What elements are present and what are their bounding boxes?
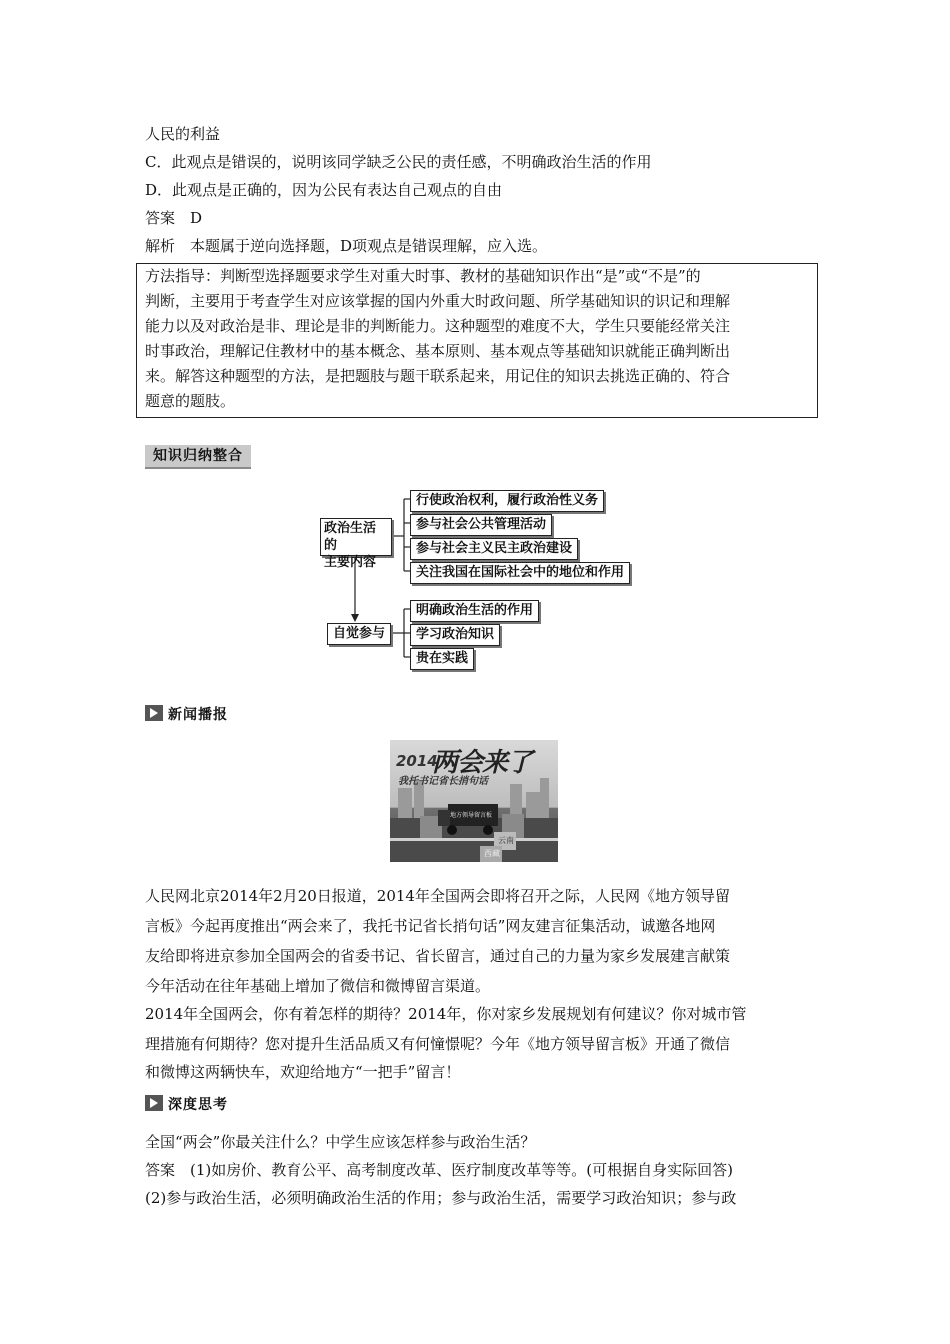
option-c: C．此观点是错误的，说明该同学缺乏公民的责任感，不明确政治生活的作用 xyxy=(145,153,652,171)
news-image-title: 两会来了 xyxy=(432,748,533,778)
method-line: 能力以及对政治是非、理论是非的判断能力。这种题型的难度不大，学生只要能经常关注 xyxy=(145,317,731,335)
news-image-box-xizang: 西藏 xyxy=(484,849,500,858)
news-paragraph-line: 友给即将进京参加全国两会的省委书记、省长留言，通过自己的力量为家乡发展建言献策 xyxy=(145,947,731,965)
news-image-box-yunnan: 云南 xyxy=(498,836,514,845)
section-think-label: 深度思考 xyxy=(168,1097,228,1113)
play-arrow-icon xyxy=(145,705,163,721)
news-image-year: 2014 xyxy=(396,752,438,770)
method-line: 时事政治，理解记住教材中的基本概念、基本原则、基本观点等基础知识就能正确判断出 xyxy=(145,342,731,360)
news-paragraph-line: 理措施有何期待？您对提升生活品质又有何憧憬呢？今年《地方领导留言板》开通了微信 xyxy=(145,1035,731,1053)
section-knowledge-heading: 知识归纳整合 xyxy=(145,445,251,469)
method-line: 判断，主要用于考查学生对应该掌握的国内外重大时政问题、所学基础知识的识记和理解 xyxy=(145,292,731,310)
news-image-subtitle: 我托书记省长捎句话 xyxy=(398,776,488,787)
news-paragraph-line: 2014年全国两会，你有着怎样的期待？2014年，你对家乡发展规划有何建议？你对城市管 xyxy=(145,1005,747,1023)
play-arrow-icon xyxy=(145,1095,163,1111)
section-news-label: 新闻播报 xyxy=(168,707,228,723)
method-line: 题意的题肢。 xyxy=(145,392,236,410)
news-image-truck-label: 地方领导留言板 xyxy=(450,812,493,819)
diagram-branch-practice: 贵在实践 xyxy=(410,648,474,670)
news-paragraph-line: 人民网北京2014年2月20日报道，2014年全国两会即将召开之际，人民网《地方领导留 xyxy=(145,887,730,905)
diagram-branch-knowledge: 学习政治知识 xyxy=(410,624,500,646)
method-line: 方法指导：判断型选择题要求学生对重大时事、教材的基础知识作出“是”或“不是”的 xyxy=(145,267,701,285)
diagram-branch-democratic-construction: 参与社会主义民主政治建设 xyxy=(410,538,578,560)
diagram-branch-international-status: 关注我国在国际社会中的地位和作用 xyxy=(410,562,630,584)
answer-line: 答案 D xyxy=(145,209,203,227)
news-paragraph-line: 和微博这两辆快车，欢迎给地方“一把手”留言！ xyxy=(145,1063,461,1081)
diagram-root-political-life-content: 政治生活的 主要内容 xyxy=(320,518,392,556)
news-paragraph-line: 言板》今起再度推出“两会来了，我托书记省长捎句话”网友建言征集活动，诚邀各地网 xyxy=(145,917,716,935)
method-guidance-box xyxy=(136,263,818,418)
diagram-branch-rights-duties: 行使政治权利，履行政治性义务 xyxy=(410,490,604,512)
option-d: D．此观点是正确的，因为公民有表达自己观点的自由 xyxy=(145,181,503,199)
diagram-root-conscious-participation: 自觉参与 xyxy=(327,623,391,645)
think-answer-line: 答案 (1)如房价、教育公平、高考制度改革、医疗制度改革等等。(可根据自身实际回答) xyxy=(145,1161,733,1179)
section-think-heading xyxy=(145,1093,228,1115)
news-paragraph-line: 今年活动在往年基础上增加了微信和微博留言渠道。 xyxy=(145,977,491,995)
diagram-branch-public-management: 参与社会公共管理活动 xyxy=(410,514,552,536)
news-illustration xyxy=(390,740,558,862)
section-news-heading xyxy=(145,703,228,725)
analysis-line: 解析 本题属于逆向选择题，D项观点是错误理解，应入选。 xyxy=(145,237,548,255)
method-line: 来。解答这种题型的方法，是把题肢与题干联系起来，用记住的知识去挑选正确的、符合 xyxy=(145,367,731,385)
diagram-branch-role: 明确政治生活的作用 xyxy=(410,600,539,622)
think-question: 全国“两会”你最关注什么？中学生应该怎样参与政治生活？ xyxy=(145,1133,536,1151)
think-answer-line: (2)参与政治生活，必须明确政治生活的作用；参与政治生活，需要学习政治知识；参与政 xyxy=(145,1189,737,1207)
option-continuation: 人民的利益 xyxy=(145,125,221,143)
